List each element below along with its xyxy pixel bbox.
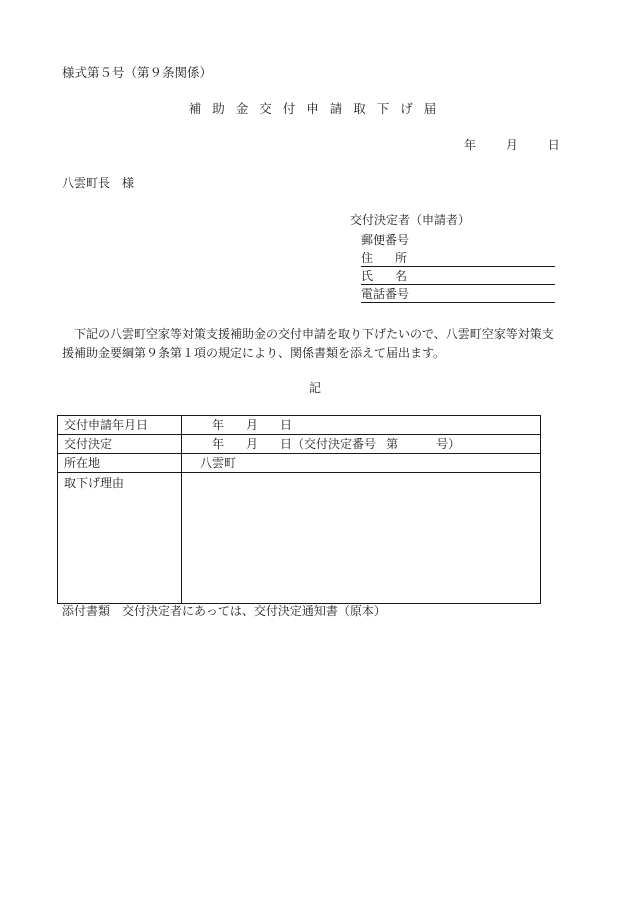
phone-field (361, 288, 555, 303)
row-label-application-date: 交付申請年月日 (58, 416, 182, 435)
date-day-label: 日 (547, 138, 560, 152)
day-label: 日 (280, 418, 293, 432)
ki-heading: 記 (308, 381, 321, 395)
postal-code-field (361, 234, 555, 248)
table-row (58, 473, 541, 604)
attachments-note: 添付書類 交付決定者にあっては、交付決定通知書（原本） (62, 604, 386, 618)
address-field (361, 252, 555, 267)
address-label: 住所 (361, 251, 430, 265)
row-label-withdrawal-reason: 取下げ理由 (58, 473, 182, 604)
location-value: 八雲町 (182, 454, 541, 473)
date-year-label: 年 (464, 138, 477, 152)
row-label-grant-decision: 交付決定 (58, 435, 182, 454)
document-title: 補助金交付申請取下げ届 (188, 101, 448, 116)
grant-decision-value (182, 435, 541, 454)
application-date-value (182, 416, 541, 435)
year-label: 年 (212, 418, 225, 432)
decision-number-label: （交付決定番号 (292, 437, 377, 451)
year-label: 年 (212, 437, 225, 451)
form-number: 様式第５号（第９条関係） (62, 65, 213, 80)
decision-number-go: 号） (436, 437, 461, 451)
body-text: 下記の八雲町空家等対策支援補助金の交付申請を取り下げたいので、八雲町空家等対策支援補助金要綱第９条第１項の規定により、関係書類を添えて届出ます。 (62, 327, 554, 360)
table-row (58, 416, 541, 435)
detail-table (57, 415, 541, 604)
row-label-location: 所在地 (58, 454, 182, 473)
date-month-label: 月 (505, 138, 518, 152)
table-row (58, 454, 541, 473)
month-label: 月 (246, 418, 259, 432)
day-label: 日 (280, 437, 293, 451)
name-field (361, 270, 555, 285)
decision-number-dai: 第 (386, 437, 399, 451)
addressee: 八雲町長 様 (62, 176, 135, 190)
table-row (58, 435, 541, 454)
postal-code-label: 郵便番号 (361, 233, 410, 247)
phone-label: 電話番号 (361, 287, 410, 301)
month-label: 月 (246, 437, 259, 451)
applicant-heading: 交付決定者（申請者） (350, 213, 471, 227)
submission-date (464, 139, 560, 151)
withdrawal-reason-value (182, 473, 541, 604)
name-label: 氏名 (361, 269, 430, 283)
